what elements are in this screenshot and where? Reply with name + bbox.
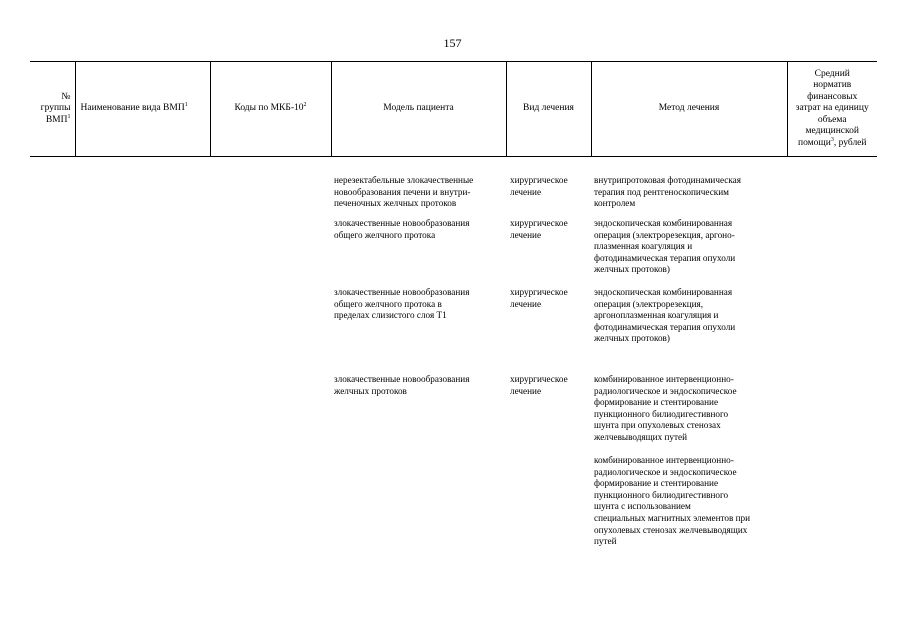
treatment-method-cell: эндоскопическая комбинированная операция (электрорезекция, аргоноплазменная коагуляция и фотодинамическая терапия опухоли желчных протоков) bbox=[594, 287, 736, 344]
treatment-type-cell: хирургическое лечение bbox=[510, 218, 568, 240]
header-icd-codes bbox=[210, 62, 331, 157]
header-icd-codes-text: Коды по МКБ-10 bbox=[234, 103, 304, 114]
footnote-mark: 2 bbox=[303, 102, 307, 109]
treatment-method-cell: эндоскопическая комбинированная операция (электрорезекция, аргоно- плазменная коагуляция и фотодинамическая терапия опухоли желчных протоков) bbox=[594, 218, 736, 275]
header-average-cost bbox=[787, 62, 877, 157]
treatment-method-cell: внутрипротоковая фотодинамическая терапия под рентгеноскопическим контролем bbox=[594, 175, 741, 209]
treatment-type-cell: хирургическое лечение bbox=[510, 374, 568, 396]
header-group-number-text: № группы ВМП bbox=[40, 91, 71, 125]
patient-model-cell: нерезектабельные злокачественные новообразования печени и внутри- печеночных желчных протоков bbox=[334, 175, 474, 209]
treatment-type-cell: хирургическое лечение bbox=[510, 175, 568, 197]
header-patient-model: Модель пациента bbox=[331, 62, 506, 157]
table-header bbox=[30, 61, 877, 157]
footnote-mark: 1 bbox=[67, 113, 71, 120]
patient-model-cell: злокачественные новообразования общего желчного протока bbox=[334, 218, 470, 240]
footnote-mark: 3 bbox=[830, 136, 834, 143]
treatment-method-cell: комбинированное интервенционно- радиологическое и эндоскопическое формирование и стентирование пункционного билиодигестивного шунта при опухолевых стенозах желчевыводящих путей bbox=[594, 374, 737, 442]
patient-model-cell: злокачественные новообразования общего желчного протока в пределах слизистого слоя Т1 bbox=[334, 287, 470, 321]
treatment-type-cell: хирургическое лечение bbox=[510, 287, 568, 309]
page-number: 157 bbox=[443, 36, 462, 50]
header-row bbox=[30, 62, 877, 157]
header-vmp-name-text: Наименование вида ВМП bbox=[80, 103, 185, 114]
patient-model-cell: злокачественные новообразования желчных протоков bbox=[334, 374, 470, 396]
header-treatment-type: Вид лечения bbox=[506, 62, 591, 157]
header-group-number bbox=[30, 62, 75, 157]
header-average-cost-suffix: , рублей bbox=[833, 137, 867, 148]
footnote-mark: 1 bbox=[184, 102, 188, 109]
header-treatment-method: Метод лечения bbox=[591, 62, 787, 157]
header-vmp-name bbox=[75, 62, 210, 157]
treatment-method-cell: комбинированное интервенционно- радиологическое и эндоскопическое формирование и стентирование пункционного билиодигестивного шунта с использованием специальных магнитных элементов при опухолевых стенозах желчевыводящих путей bbox=[594, 455, 751, 547]
header-average-cost-text: Средний норматив финансовых затрат на единицу объема медицинской помощи bbox=[795, 68, 869, 148]
